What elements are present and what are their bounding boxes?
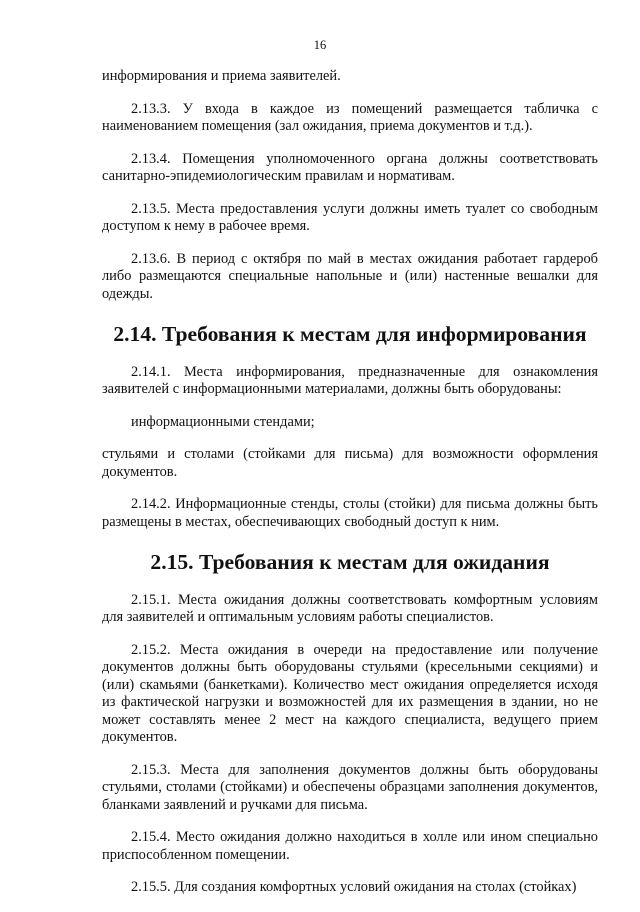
paragraph-2-15-1: 2.15.1. Места ожидания должны соответствовать комфортным условиям для заявителей и оптимальным условиям работы специалистов. [102, 591, 598, 625]
paragraph-2-13-4: 2.13.4. Помещения уполномоченного органа должны соответствовать санитарно-эпидемиологическим правилам и нормативам. [102, 150, 598, 184]
paragraph-2-13-5: 2.13.5. Места предоставления услуги должны иметь туалет со свободным доступом к нему в рабочее время. [102, 200, 598, 234]
paragraph-2-14-1: 2.14.1. Места информирования, предназначенные для ознакомления заявителей с информационными материалами, должны быть оборудованы: [102, 363, 598, 397]
list-item-chairs-tables: стульями и столами (стойками для письма) для возможности оформления документов. [102, 446, 598, 480]
page-number: 16 [313, 38, 327, 52]
paragraph-2-14-2: 2.14.2. Информационные стенды, столы (стойки) для письма должны быть размещены в местах, обеспечивающих свободный доступ к ним. [102, 496, 598, 530]
list-item-info-stands: информационными стендами; [131, 413, 315, 430]
continuation-paragraph: информирования и приема заявителей. [102, 68, 341, 84]
page-content [102, 68, 598, 912]
paragraph-2-15-3: 2.15.3. Места для заполнения документов должны быть оборудованы стульями, столами (стойками) и обеспечены образцами заполнения документов, бланками заявлений и ручками для письма. [102, 761, 598, 813]
section-heading-2-15: 2.15. Требования к местам для ожидания [150, 550, 550, 574]
paragraph-2-13-3: 2.13.3. У входа в каждое из помещений размещается табличка с наименованием помещения (зал ожидания, приема документов и т.д.). [102, 100, 598, 134]
paragraph-2-15-2: 2.15.2. Места ожидания в очереди на предоставление или получение документов должны быть оборудованы стульями (кресельными секциями) и (или) скамьями (банкетками). Количество мест ожидания определяется исходя из фактической нагрузки и возможностей для их размещения в здании, но не может составлять менее 2 мест на каждого специалиста, ведущего прием документов. [102, 641, 598, 745]
paragraph-2-15-5: 2.15.5. Для создания комфортных условий ожидания на столах (стойках) [131, 879, 577, 895]
paragraph-2-13-6: 2.13.6. В период с октября по май в местах ожидания работает гардероб либо размещаются специальные напольные и (или) настенные вешалки для одежды. [102, 250, 598, 302]
section-heading-2-14: 2.14. Требования к местам для информирования [113, 322, 587, 346]
paragraph-2-15-4: 2.15.4. Место ожидания должно находиться в холле или ином специально приспособленном помещении. [102, 829, 598, 863]
